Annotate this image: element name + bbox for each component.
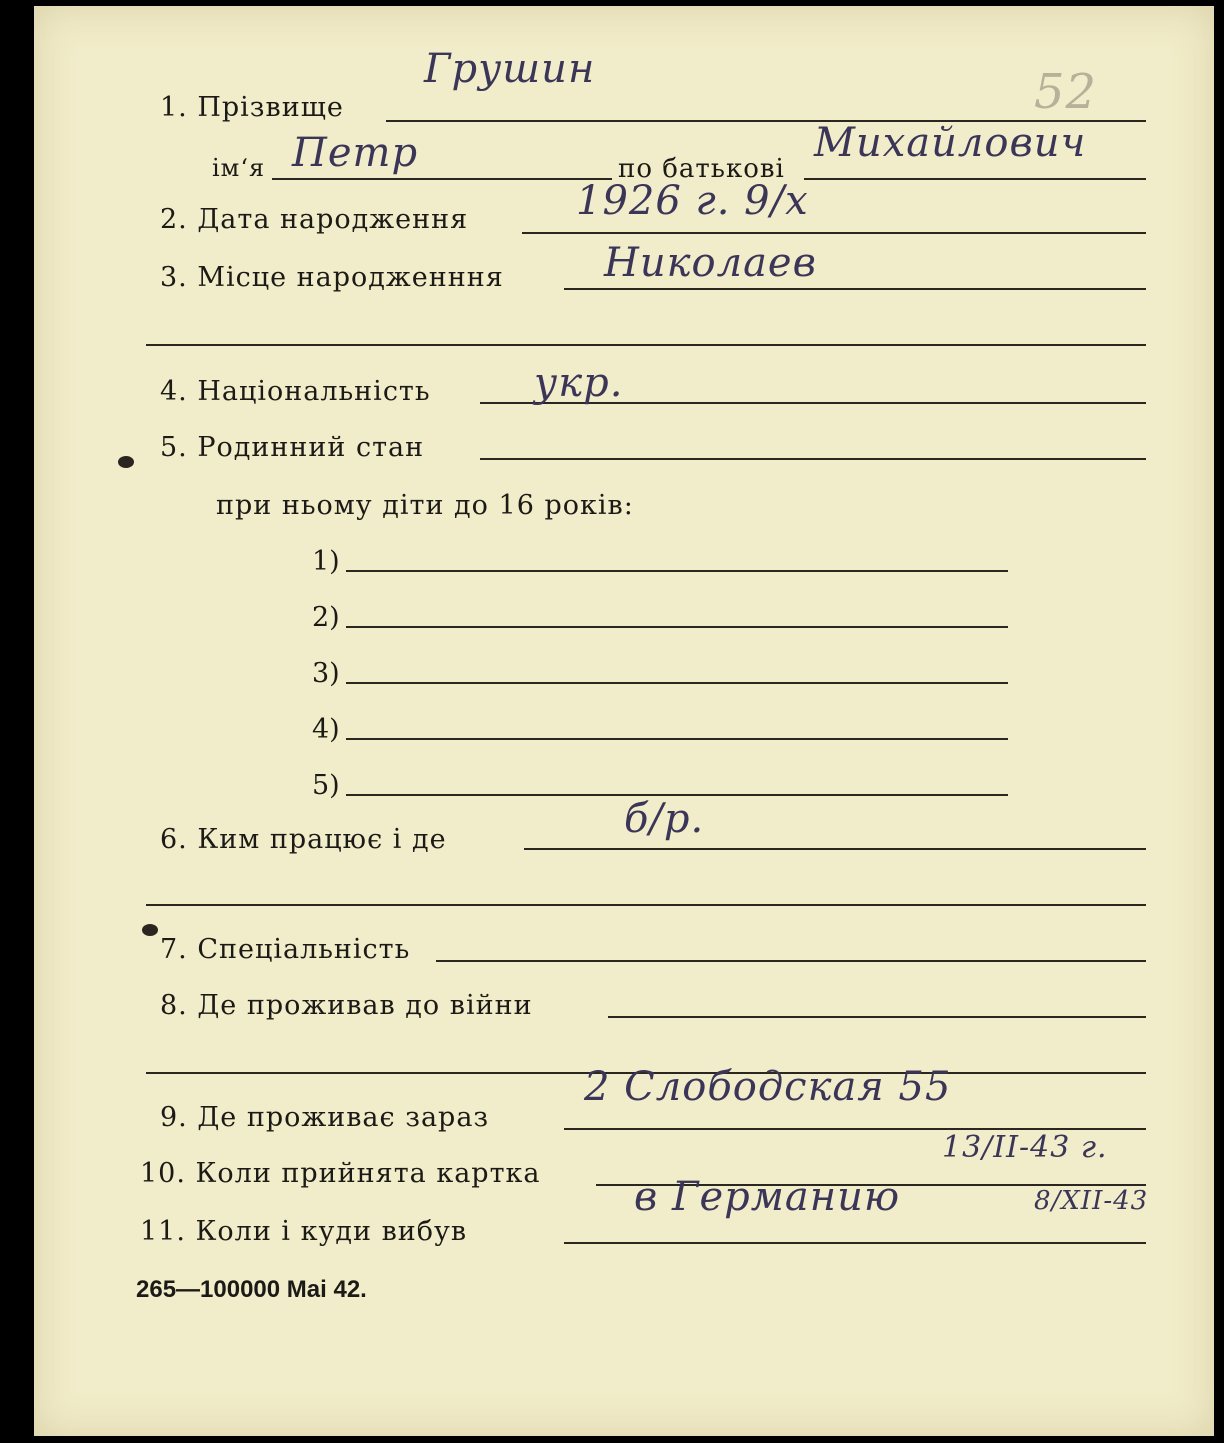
current-label: 9. Де проживає зараз [160, 1102, 490, 1133]
birthplace-line [564, 288, 1146, 290]
patronymic-line [804, 178, 1146, 180]
punch-hole-2 [142, 924, 158, 936]
firstname-label: ім‘я [212, 154, 266, 182]
card-accepted-value: 13/II-43 г. [942, 1130, 1108, 1165]
birthplace-value: Николаев [604, 240, 817, 286]
card-accepted-label: 10. Коли прийнята картка [140, 1158, 541, 1189]
child-3-label: 3) [312, 658, 340, 689]
prewar-label: 8. Де проживав до війни [160, 990, 533, 1021]
card-number: 52 [1034, 64, 1098, 120]
child-3-line [346, 682, 1008, 684]
departed-line [564, 1242, 1146, 1244]
firstname-line [272, 178, 612, 180]
work-line [524, 848, 1146, 850]
birthdate-value: 1926 г. 9/х [576, 178, 809, 224]
current-value: 2 Слободская 55 [584, 1064, 952, 1110]
patronymic-label: по батькові [618, 154, 785, 184]
child-2-line [346, 626, 1008, 628]
punch-hole [118, 456, 134, 468]
departed-date: 8/XII-43 [1034, 1186, 1149, 1216]
birthplace-label: 3. Місце народженння [160, 262, 504, 293]
patronymic-value: Михайлович [814, 120, 1087, 166]
child-4-label: 4) [312, 714, 340, 745]
registration-card [34, 6, 1214, 1436]
birthplace-line-2 [146, 344, 1146, 346]
birthdate-label: 2. Дата народження [160, 204, 469, 235]
birthdate-line [522, 232, 1146, 234]
marital-line [480, 458, 1146, 460]
surname-label: 1. Прізвище [160, 92, 344, 123]
departed-value: в Германию [634, 1174, 901, 1220]
specialty-label: 7. Спеціальність [160, 934, 411, 965]
children-label: при ньому діти до 16 років: [216, 490, 634, 521]
work-value: б/р. [624, 796, 705, 842]
work-line-2 [146, 904, 1146, 906]
child-5-label: 5) [312, 770, 340, 801]
child-4-line [346, 738, 1008, 740]
child-1-label: 1) [312, 546, 340, 577]
print-code: 265—100000 Mai 42. [136, 1276, 367, 1303]
prewar-line [608, 1016, 1146, 1018]
firstname-value: Петр [292, 130, 419, 176]
marital-label: 5. Родинний стан [160, 432, 425, 463]
specialty-line [436, 960, 1146, 962]
child-1-line [346, 570, 1008, 572]
work-label: 6. Ким працює і де [160, 824, 447, 855]
nationality-value: укр. [534, 360, 624, 406]
surname-value: Грушин [424, 46, 596, 92]
child-2-label: 2) [312, 602, 340, 633]
nationality-label: 4. Національність [160, 376, 431, 407]
departed-label: 11. Коли і куди вибув [140, 1216, 468, 1247]
